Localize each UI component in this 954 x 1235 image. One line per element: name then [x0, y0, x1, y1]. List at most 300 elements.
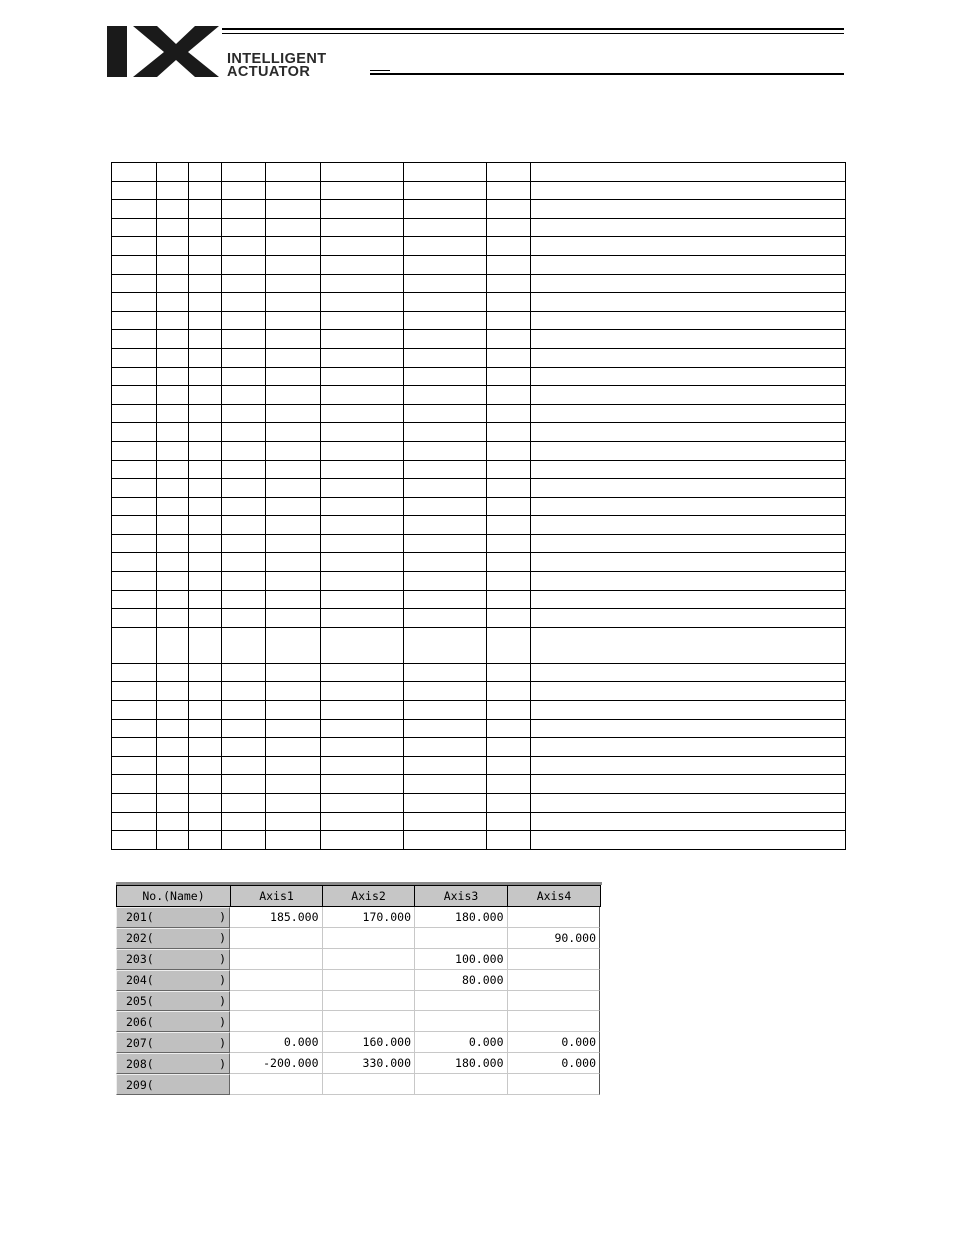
axis1-value-cell[interactable]: 0.000: [230, 1032, 323, 1053]
table-row: [112, 534, 846, 553]
table-cell: [189, 534, 222, 553]
table-cell: [404, 200, 487, 219]
table-cell: [266, 553, 321, 572]
brand-intelligent: INTELLIGENT: [227, 51, 327, 67]
axis2-value-cell[interactable]: 160.000: [323, 1032, 416, 1053]
table-cell: [404, 404, 487, 423]
header-rule-top: [222, 28, 844, 30]
position-number: 201(: [126, 910, 154, 925]
table-cell: [321, 534, 404, 553]
table-cell: [266, 311, 321, 330]
table-cell: [157, 237, 189, 256]
table-cell: [189, 218, 222, 237]
table-cell: [487, 756, 531, 775]
table-cell: [531, 200, 846, 219]
grid-body: [116, 907, 600, 1095]
table-cell: [189, 516, 222, 535]
table-cell: [157, 719, 189, 738]
position-name-close: ): [219, 1056, 226, 1071]
table-row: [112, 609, 846, 628]
table-cell: [531, 274, 846, 293]
table-row: [112, 348, 846, 367]
table-cell: [157, 181, 189, 200]
table-cell: [157, 497, 189, 516]
table-cell: [266, 812, 321, 831]
table-cell: [266, 682, 321, 701]
axis4-value-cell[interactable]: [508, 949, 601, 970]
table-cell: [189, 348, 222, 367]
table-cell: [112, 627, 157, 663]
table-cell: [321, 367, 404, 386]
table-cell: [222, 497, 266, 516]
table-cell: [531, 255, 846, 274]
table-cell: [157, 553, 189, 572]
table-cell: [266, 330, 321, 349]
table-cell: [531, 423, 846, 442]
table-cell: [222, 367, 266, 386]
col-header-axis1[interactable]: Axis1: [231, 885, 323, 907]
axis1-value-cell[interactable]: [230, 949, 323, 970]
table-cell: [487, 348, 531, 367]
table-cell: [112, 460, 157, 479]
table-cell: [112, 367, 157, 386]
table-cell: [487, 719, 531, 738]
table-cell: [404, 553, 487, 572]
table-cell: [112, 831, 157, 850]
axis1-value-cell[interactable]: 185.000: [230, 907, 323, 928]
table-cell: [266, 590, 321, 609]
table-cell: [157, 701, 189, 720]
table-cell: [222, 237, 266, 256]
table-cell: [266, 831, 321, 850]
table-cell: [189, 497, 222, 516]
table-cell: [222, 460, 266, 479]
table-cell: [487, 497, 531, 516]
table-row: [112, 701, 846, 720]
table-cell: [157, 516, 189, 535]
table-cell: [222, 441, 266, 460]
table-row: [112, 293, 846, 312]
table-cell: [189, 738, 222, 757]
table-cell: [531, 386, 846, 405]
table-cell: [487, 812, 531, 831]
table-cell: [157, 534, 189, 553]
table-row: [112, 682, 846, 701]
axis2-value-cell[interactable]: 170.000: [323, 907, 416, 928]
table-row: [112, 255, 846, 274]
table-cell: [189, 609, 222, 628]
table-row: [112, 460, 846, 479]
table-cell: [531, 367, 846, 386]
table-cell: [487, 330, 531, 349]
table-cell: [404, 348, 487, 367]
table-cell: [404, 386, 487, 405]
table-cell: [531, 794, 846, 813]
table-row: [112, 663, 846, 682]
position-number: 208(: [126, 1056, 154, 1071]
table-cell: [222, 404, 266, 423]
axis3-value-cell[interactable]: 0.000: [415, 1032, 508, 1053]
table-cell: [266, 534, 321, 553]
table-cell: [189, 479, 222, 498]
table-cell: [531, 311, 846, 330]
table-cell: [112, 255, 157, 274]
grid-header-row: [116, 882, 601, 907]
table-cell: [487, 479, 531, 498]
table-cell: [112, 534, 157, 553]
table-cell: [112, 163, 157, 182]
table-cell: [157, 812, 189, 831]
table-cell: [266, 386, 321, 405]
position-number: 204(: [126, 973, 154, 988]
table-cell: [487, 274, 531, 293]
table-row: [112, 163, 846, 182]
table-cell: [321, 719, 404, 738]
table-cell: [157, 682, 189, 701]
table-cell: [189, 663, 222, 682]
table-cell: [222, 812, 266, 831]
table-cell: [487, 590, 531, 609]
table-cell: [157, 311, 189, 330]
table-cell: [222, 682, 266, 701]
table-cell: [189, 367, 222, 386]
table-cell: [531, 497, 846, 516]
table-cell: [487, 775, 531, 794]
table-cell: [531, 479, 846, 498]
table-row: [112, 719, 846, 738]
table-cell: [222, 181, 266, 200]
table-cell: [266, 181, 321, 200]
table-cell: [404, 663, 487, 682]
table-cell: [321, 200, 404, 219]
table-cell: [266, 163, 321, 182]
table-cell: [157, 441, 189, 460]
position-row: [116, 970, 600, 991]
table-cell: [404, 181, 487, 200]
col-header-no-name[interactable]: No.(Name): [116, 885, 231, 907]
position-number: 207(: [126, 1035, 154, 1050]
table-cell: [487, 423, 531, 442]
table-cell: [321, 181, 404, 200]
table-cell: [112, 812, 157, 831]
axis3-value-cell[interactable]: [415, 928, 508, 949]
axis4-value-cell[interactable]: [508, 1011, 601, 1032]
table-cell: [321, 293, 404, 312]
table-cell: [531, 293, 846, 312]
table-cell: [222, 479, 266, 498]
table-cell: [222, 831, 266, 850]
table-cell: [157, 200, 189, 219]
axis2-value-cell[interactable]: 330.000: [323, 1053, 416, 1074]
table-cell: [487, 386, 531, 405]
position-row: [116, 949, 600, 970]
table-cell: [404, 572, 487, 591]
position-row: [116, 1074, 600, 1095]
position-number-cell[interactable]: [116, 1032, 230, 1053]
table-cell: [321, 255, 404, 274]
axis4-value-cell[interactable]: 0.000: [508, 1053, 601, 1074]
table-row: [112, 367, 846, 386]
table-cell: [222, 701, 266, 720]
table-cell: [404, 738, 487, 757]
table-cell: [222, 330, 266, 349]
table-cell: [222, 590, 266, 609]
table-cell: [112, 794, 157, 813]
table-cell: [531, 719, 846, 738]
axis3-value-cell[interactable]: 80.000: [415, 970, 508, 991]
table-cell: [404, 794, 487, 813]
position-number-cell[interactable]: [116, 1011, 230, 1032]
table-cell: [189, 572, 222, 591]
position-number-cell[interactable]: [116, 928, 230, 949]
table-cell: [157, 663, 189, 682]
table-cell: [321, 609, 404, 628]
table-cell: [266, 738, 321, 757]
table-cell: [487, 163, 531, 182]
table-cell: [157, 479, 189, 498]
col-header-axis3[interactable]: Axis3: [415, 885, 508, 907]
axis4-value-cell[interactable]: 90.000: [508, 928, 601, 949]
table-cell: [222, 553, 266, 572]
table-row: [112, 794, 846, 813]
table-cell: [157, 831, 189, 850]
table-row: [112, 218, 846, 237]
table-cell: [321, 775, 404, 794]
table-cell: [266, 460, 321, 479]
table-row: [112, 572, 846, 591]
table-cell: [487, 701, 531, 720]
position-number-cell[interactable]: [116, 1074, 230, 1095]
axis4-value-cell[interactable]: 0.000: [508, 1032, 601, 1053]
table-cell: [112, 479, 157, 498]
table-cell: [531, 627, 846, 663]
table-cell: [112, 516, 157, 535]
table-cell: [531, 553, 846, 572]
axis4-value-cell[interactable]: [508, 991, 601, 1012]
position-number-cell[interactable]: [116, 970, 230, 991]
table-cell: [266, 516, 321, 535]
table-cell: [112, 590, 157, 609]
table-cell: [487, 441, 531, 460]
table-cell: [487, 682, 531, 701]
table-cell: [266, 441, 321, 460]
axis2-value-cell[interactable]: [323, 949, 416, 970]
table-cell: [112, 348, 157, 367]
table-cell: [157, 423, 189, 442]
table-cell: [266, 479, 321, 498]
axis4-value-cell[interactable]: [508, 1074, 601, 1095]
table-cell: [222, 534, 266, 553]
table-cell: [404, 516, 487, 535]
position-number-cell[interactable]: [116, 907, 230, 928]
axis2-value-cell[interactable]: [323, 1011, 416, 1032]
table-cell: [321, 553, 404, 572]
table-cell: [404, 812, 487, 831]
axis1-value-cell[interactable]: [230, 928, 323, 949]
table-cell: [112, 719, 157, 738]
table-cell: [531, 572, 846, 591]
table-cell: [222, 516, 266, 535]
table-cell: [189, 719, 222, 738]
col-header-axis4[interactable]: Axis4: [508, 885, 601, 907]
axis4-value-cell[interactable]: [508, 970, 601, 991]
table-cell: [404, 719, 487, 738]
table-row: [112, 590, 846, 609]
table-cell: [487, 553, 531, 572]
table-cell: [112, 682, 157, 701]
table-cell: [321, 682, 404, 701]
axis3-value-cell[interactable]: 100.000: [415, 949, 508, 970]
position-name-close: ): [219, 1014, 226, 1029]
empty-data-table: [111, 162, 846, 850]
table-row: [112, 423, 846, 442]
position-row: [116, 1032, 600, 1053]
position-name-close: ): [219, 952, 226, 967]
position-number-cell[interactable]: [116, 1053, 230, 1074]
table-cell: [189, 590, 222, 609]
table-cell: [487, 255, 531, 274]
table-cell: [531, 441, 846, 460]
axis2-value-cell[interactable]: [323, 928, 416, 949]
table-cell: [189, 627, 222, 663]
table-cell: [266, 293, 321, 312]
table-cell: [112, 293, 157, 312]
table-cell: [531, 756, 846, 775]
table-cell: [157, 756, 189, 775]
table-cell: [189, 293, 222, 312]
position-number: 203(: [126, 952, 154, 967]
axis1-value-cell[interactable]: [230, 1074, 323, 1095]
position-name-close: ): [219, 910, 226, 925]
table-cell: [404, 311, 487, 330]
table-row: [112, 831, 846, 850]
table-cell: [404, 701, 487, 720]
table-cell: [321, 831, 404, 850]
header-rule-bottom: [370, 73, 844, 75]
table-cell: [266, 367, 321, 386]
table-row: [112, 181, 846, 200]
table-cell: [321, 479, 404, 498]
table-cell: [189, 794, 222, 813]
axis2-value-cell[interactable]: [323, 991, 416, 1012]
table-cell: [189, 701, 222, 720]
table-cell: [266, 572, 321, 591]
position-row: [116, 1011, 600, 1032]
table-cell: [487, 218, 531, 237]
table-cell: [321, 274, 404, 293]
table-cell: [266, 756, 321, 775]
table-cell: [321, 663, 404, 682]
header-rule-bottom-thin: [370, 70, 390, 71]
table-cell: [189, 330, 222, 349]
axis3-value-cell[interactable]: [415, 1011, 508, 1032]
table-cell: [222, 200, 266, 219]
table-cell: [112, 756, 157, 775]
axis3-value-cell[interactable]: [415, 991, 508, 1012]
position-number-cell[interactable]: [116, 991, 230, 1012]
table-cell: [487, 663, 531, 682]
table-row: [112, 274, 846, 293]
position-number: 209(: [126, 1077, 154, 1092]
table-cell: [487, 627, 531, 663]
table-row: [112, 812, 846, 831]
table-cell: [487, 311, 531, 330]
table-cell: [189, 441, 222, 460]
table-row: [112, 775, 846, 794]
axis3-value-cell[interactable]: 180.000: [415, 1053, 508, 1074]
table-row: [112, 497, 846, 516]
table-cell: [404, 423, 487, 442]
table-cell: [531, 330, 846, 349]
axis2-value-cell[interactable]: [323, 970, 416, 991]
axis3-value-cell[interactable]: 180.000: [415, 907, 508, 928]
axis3-value-cell[interactable]: [415, 1074, 508, 1095]
table-cell: [222, 274, 266, 293]
table-cell: [531, 775, 846, 794]
table-row: [112, 627, 846, 663]
position-number-cell[interactable]: [116, 949, 230, 970]
table-cell: [189, 200, 222, 219]
axis1-value-cell[interactable]: [230, 1011, 323, 1032]
table-cell: [487, 738, 531, 757]
table-cell: [157, 404, 189, 423]
axis2-value-cell[interactable]: [323, 1074, 416, 1095]
table-cell: [531, 348, 846, 367]
table-cell: [112, 775, 157, 794]
table-cell: [531, 590, 846, 609]
axis4-value-cell[interactable]: [508, 907, 601, 928]
axis1-value-cell[interactable]: [230, 970, 323, 991]
table-cell: [222, 293, 266, 312]
table-cell: [189, 181, 222, 200]
table-cell: [404, 293, 487, 312]
table-cell: [157, 274, 189, 293]
table-cell: [157, 627, 189, 663]
table-cell: [222, 255, 266, 274]
table-cell: [112, 572, 157, 591]
table-cell: [321, 738, 404, 757]
position-name-close: ): [219, 1035, 226, 1050]
table-cell: [112, 200, 157, 219]
table-cell: [266, 719, 321, 738]
table-cell: [321, 516, 404, 535]
table-cell: [157, 218, 189, 237]
table-cell: [531, 163, 846, 182]
col-header-axis2[interactable]: Axis2: [323, 885, 415, 907]
table-cell: [531, 218, 846, 237]
position-name-close: ): [219, 994, 226, 1008]
table-cell: [157, 775, 189, 794]
axis1-value-cell[interactable]: [230, 991, 323, 1012]
table-cell: [157, 163, 189, 182]
table-cell: [222, 386, 266, 405]
position-name-close: ): [219, 973, 226, 988]
table-row: [112, 516, 846, 535]
table-cell: [266, 255, 321, 274]
axis1-value-cell[interactable]: -200.000: [230, 1053, 323, 1074]
table-cell: [112, 701, 157, 720]
table-cell: [189, 274, 222, 293]
table-cell: [531, 701, 846, 720]
table-cell: [222, 609, 266, 628]
position-number: 202(: [126, 931, 154, 946]
table-cell: [112, 330, 157, 349]
table-cell: [531, 237, 846, 256]
table-cell: [266, 701, 321, 720]
table-cell: [404, 682, 487, 701]
table-cell: [321, 460, 404, 479]
table-cell: [487, 516, 531, 535]
